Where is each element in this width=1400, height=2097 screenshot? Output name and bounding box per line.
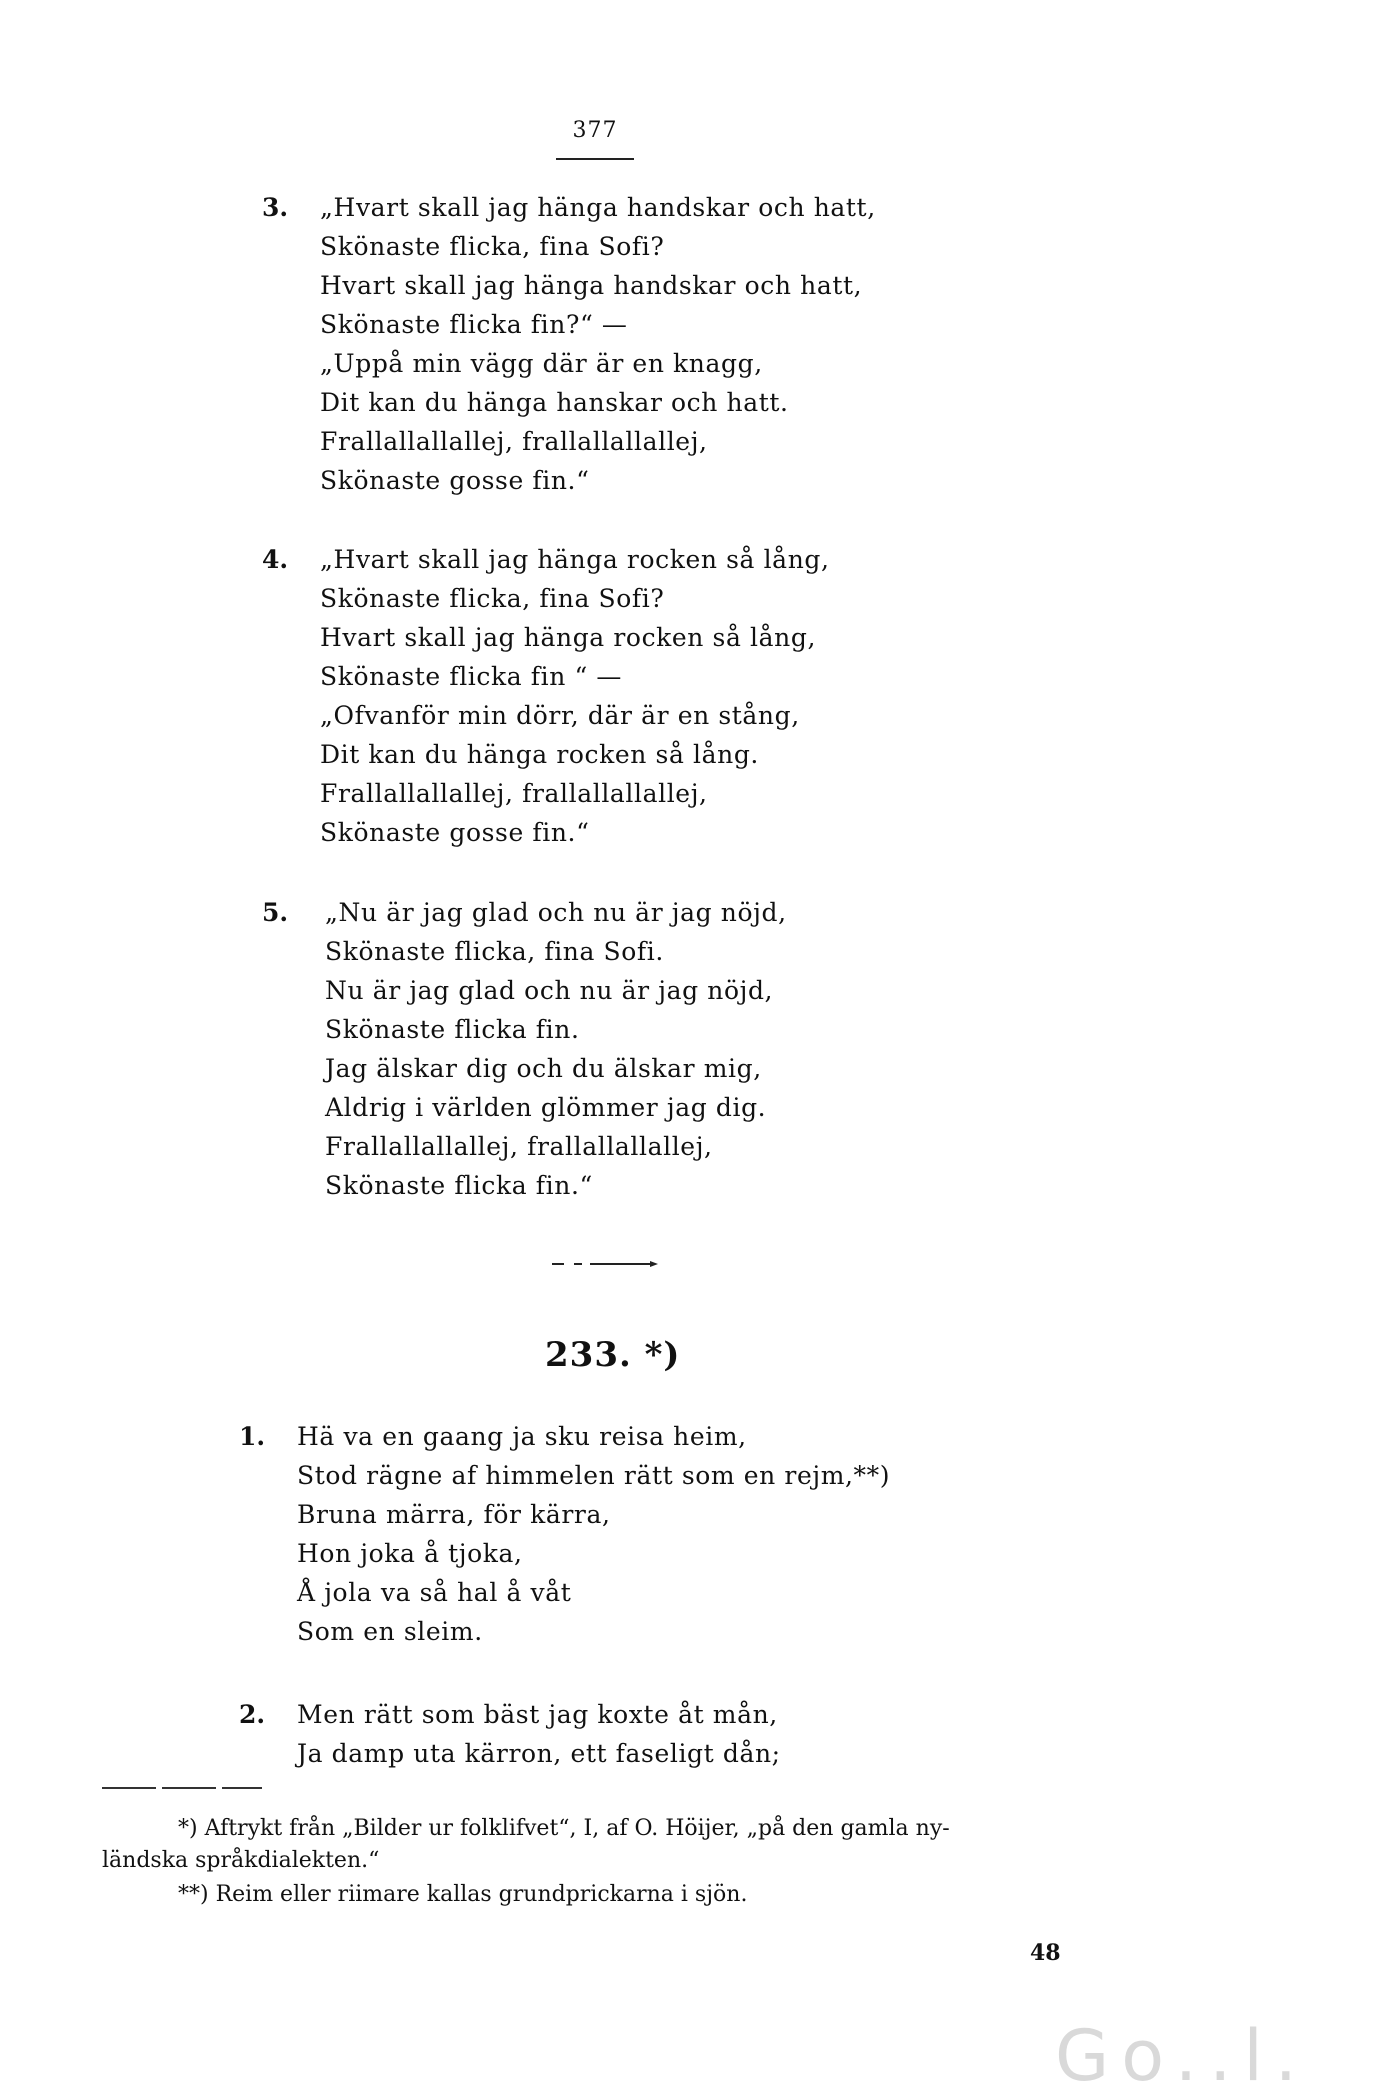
footnote-1-line-2: ländska språkdialekten.“ [102,1848,380,1873]
verse-line: „Uppå min vägg där är en knagg, [320,349,763,378]
verse-line: Skönaste flicka, fina Sofi. [325,937,664,966]
footnote-2: **) Reim eller riimare kallas grundprickarna i sjön. [178,1882,748,1907]
song-233-stanza-1 [239,1417,891,1651]
section-divider [550,1260,662,1268]
verse-line: Stod rägne af himmelen rätt som en rejm,**) [297,1461,891,1490]
verse-line: „Nu är jag glad och nu är jag nöjd, [325,898,787,927]
song-number: 233. *) [545,1335,681,1375]
verse-line: Skönaste flicka, fina Sofi? [320,232,665,261]
verse-line: Men rätt som bäst jag koxte åt mån, [297,1700,778,1729]
stanza-number: 5. [262,898,289,927]
verse-line: Skönaste flicka fin?“ — [320,310,628,339]
verse-line: Som en sleim. [297,1617,483,1646]
stanza-number: 4. [262,545,289,574]
verse-line: Hvart skall jag hänga handskar och hatt, [320,271,863,300]
verse-line: „Ofvanför min dörr, där är en stång, [320,701,800,730]
watermark: Go..l. [1055,2015,1310,2097]
stanza-number: 2. [239,1700,266,1729]
stanza-3 [262,188,876,500]
stanza-5 [262,893,787,1205]
page-number: 377 [572,118,618,143]
verse-line: „Hvart skall jag hänga rocken så lång, [320,545,830,574]
verse-line: Ja damp uta kärron, ett faseligt dån; [297,1739,781,1768]
verse-line: Dit kan du hänga rocken så lång. [320,740,759,769]
page-number-rule [556,158,634,160]
verse-line: Nu är jag glad och nu är jag nöjd, [325,976,774,1005]
stanza-number: 3. [262,193,289,222]
verse-line: Skönaste flicka fin.“ [325,1171,593,1200]
verse-line: Skönaste gosse fin.“ [320,466,590,495]
footnote-rule [102,1787,262,1789]
verse-line: Skönaste gosse fin.“ [320,818,590,847]
verse-line: Frallallallallej, frallallallallej, [320,427,708,456]
verse-line: Frallallallallej, frallallallallej, [325,1132,713,1161]
verse-line: Skönaste flicka fin. [325,1015,580,1044]
verse-line: Skönaste flicka fin “ — [320,662,623,691]
verse-line: Jag älskar dig och du älskar mig, [325,1054,762,1083]
stanza-4 [262,540,830,852]
stanza-number: 1. [239,1422,266,1451]
verse-line: Skönaste flicka, fina Sofi? [320,584,665,613]
footnote-1-line-1: *) Aftrykt från „Bilder ur folklifvet“, I, af O. Höijer, „på den gamla ny- [178,1816,950,1841]
verse-line: Hä va en gaang ja sku reisa heim, [297,1422,747,1451]
signature-mark: 48 [1030,1940,1061,1966]
verse-line: „Hvart skall jag hänga handskar och hatt, [320,193,876,222]
verse-line: Dit kan du hänga hanskar och hatt. [320,388,789,417]
verse-line: Frallallallallej, frallallallallej, [320,779,708,808]
verse-line: Hvart skall jag hänga rocken så lång, [320,623,816,652]
verse-line: Bruna märra, för kärra, [297,1500,611,1529]
verse-line: Aldrig i världen glömmer jag dig. [325,1093,767,1122]
verse-line: Å jola va så hal å våt [297,1578,572,1607]
verse-line: Hon joka å tjoka, [297,1539,523,1568]
song-233-stanza-2 [239,1695,781,1773]
